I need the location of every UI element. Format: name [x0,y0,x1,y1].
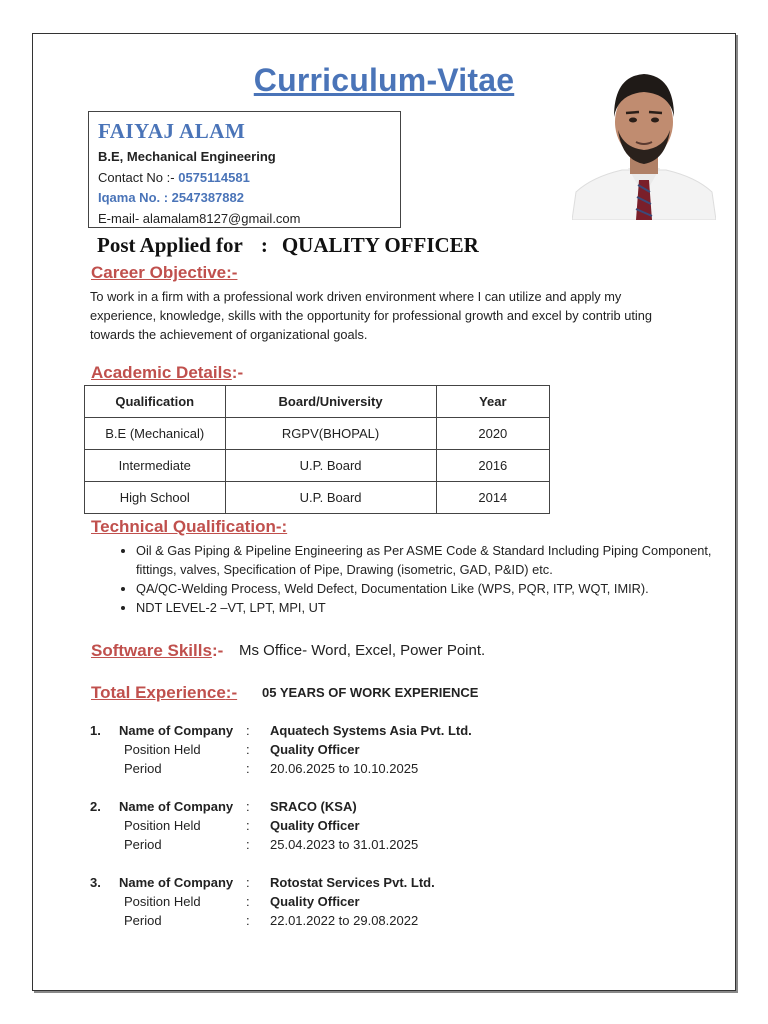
software-heading-text: Software Skills [91,641,212,660]
position-value: Quality Officer [270,742,360,757]
table-cell: RGPV(BHOPAL) [225,418,436,450]
document-title: Curriculum-Vitae [253,62,515,98]
job-number: 2. [90,799,101,814]
career-objective-heading: Career Objective:- [91,263,238,282]
period-label: Period [124,761,162,776]
position-label: Position Held [124,818,201,833]
academic-heading-suffix: :- [231,363,244,382]
contact-label: Contact No :- [98,169,175,185]
company-value: Aquatech Systems Asia Pvt. Ltd. [270,723,472,738]
technical-list [98,541,736,617]
contact-number: 0575114581 [178,169,250,185]
post-label: Post Applied for [97,233,243,257]
table-cell: 2016 [436,450,549,482]
job-entry [90,873,510,930]
period-value: 20.06.2025 to 10.10.2025 [270,761,419,776]
academic-heading [91,363,243,383]
period-value: 22.01.2022 to 29.08.2022 [270,913,419,928]
post-applied [97,233,479,258]
job-number: 1. [90,723,101,738]
experience-summary: 05 YEARS OF WORK EXPERIENCE [262,685,479,700]
table-cell: 2014 [436,482,549,514]
colon: : [246,875,250,890]
position-label: Position Held [124,894,201,909]
period-label: Period [124,837,162,852]
colon: : [246,818,250,833]
technical-heading: Technical Qualification-: [91,517,288,536]
colon: : [246,761,250,776]
academic-heading-text: Academic Details [91,363,232,382]
colon: : [246,799,250,814]
column-header: Qualification [85,386,226,418]
candidate-name: FAIYAJ ALAM [98,119,246,143]
list-item: • QA/QC-Welding Process, Weld Defect, Documentation Like (WPS, PQR, ITP, WQT, IMIR). [136,579,736,598]
software-heading-suffix: :- [211,641,224,660]
list-item: • NDT LEVEL-2 –VT, LPT, MPI, UT [136,598,736,617]
academic-table [84,385,550,514]
list-item: • Oil & Gas Piping & Pipeline Engineering as Per ASME Code & Standard Including Piping Component, fittings, valves, Specification of Pipe, Drawing (isometric, GAD, P&ID) etc. [136,541,736,579]
table-header-row [85,386,550,418]
contact-number-line [98,168,391,189]
job-entry [90,721,510,778]
table-cell: Intermediate [85,450,226,482]
position-label: Position Held [124,742,201,757]
email-line: E-mail- alamalam8127@gmail.com [98,210,301,226]
experience-heading-suffix: :- [225,683,238,702]
table-cell: High School [85,482,226,514]
company-label: Name of Company [119,799,234,814]
post-separator: : [260,233,268,257]
career-objective-text: To work in a firm with a professional work driven environment where I can utilize and apply my experience, knowledge, skills with the opportunity for professional growth and excel by contrib uting towards the achievement of organizational goals. [90,289,652,342]
degree: B.E, Mechanical Engineering [98,149,276,164]
table-row [85,450,550,482]
table-cell: U.P. Board [225,450,436,482]
profile-photo [572,62,716,220]
colon: : [246,894,250,909]
position-value: Quality Officer [270,818,360,833]
post-value: QUALITY OFFICER [281,233,479,257]
software-text: Ms Office- Word, Excel, Power Point. [239,642,486,659]
table-cell: B.E (Mechanical) [85,418,226,450]
colon: : [246,742,250,757]
software-heading [91,641,223,661]
colon: : [246,837,250,852]
company-value: SRACO (KSA) [270,799,357,814]
table-row [85,418,550,450]
period-value: 25.04.2023 to 31.01.2025 [270,837,419,852]
colon: : [246,913,250,928]
experience-heading-text: Total Experience [91,683,226,702]
contact-box [88,111,401,228]
column-header: Year [436,386,549,418]
iqama-number: Iqama No. : 2547387882 [98,190,244,205]
company-value: Rotostat Services Pvt. Ltd. [270,875,435,890]
table-cell: 2020 [436,418,549,450]
table-cell: U.P. Board [225,482,436,514]
period-label: Period [124,913,162,928]
table-row [85,482,550,514]
company-label: Name of Company [119,723,234,738]
colon: : [246,723,250,738]
position-value: Quality Officer [270,894,360,909]
job-number: 3. [90,875,101,890]
company-label: Name of Company [119,875,234,890]
column-header: Board/University [225,386,436,418]
job-entry [90,797,510,854]
experience-heading [91,683,237,703]
